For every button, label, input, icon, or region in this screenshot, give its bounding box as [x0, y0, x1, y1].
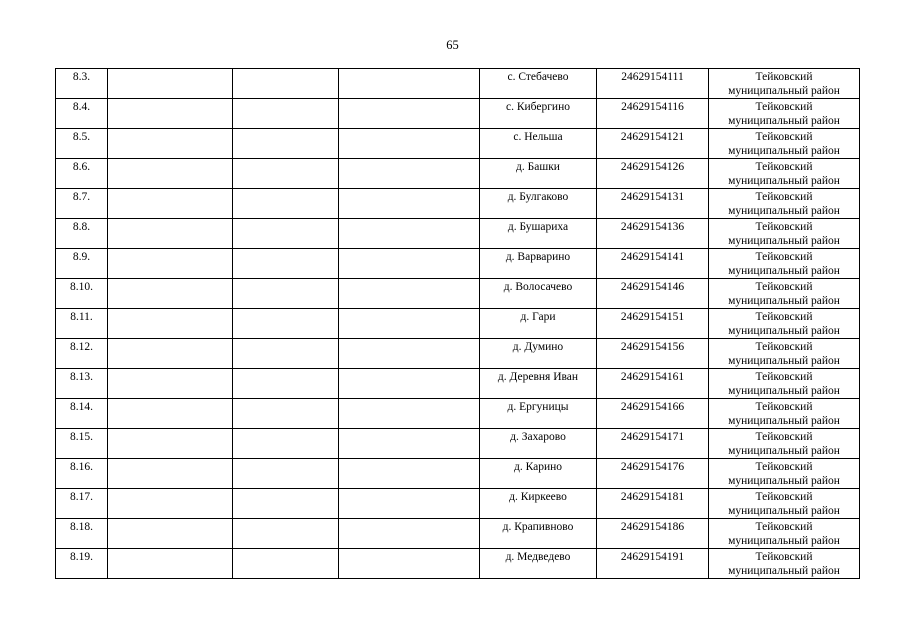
row-number-text: 8.11. [70, 311, 93, 323]
settlement-name-cell [480, 459, 597, 489]
row-number-text: 8.19. [70, 551, 93, 563]
settlement-name-cell [480, 489, 597, 519]
oktmo-code-text: 24629154161 [620, 371, 685, 383]
table-row [56, 429, 860, 459]
empty-cell [233, 189, 339, 219]
district-type-text: муниципальный район [728, 145, 840, 157]
row-number-text: 8.6. [72, 161, 91, 173]
row-number-text: 8.17. [70, 491, 93, 503]
oktmo-code-text: 24629154136 [620, 221, 685, 233]
settlement-name-text: д. Ергуницы [507, 401, 569, 413]
district-cell [709, 189, 860, 219]
district-name-text: Тейковский [755, 131, 813, 143]
district-cell [709, 459, 860, 489]
empty-cell [339, 309, 480, 339]
row-number-text: 8.3. [72, 71, 91, 83]
table-row [56, 519, 860, 549]
row-number-cell [56, 339, 108, 369]
empty-cell [339, 519, 480, 549]
empty-cell [108, 459, 233, 489]
oktmo-code-cell [597, 279, 709, 309]
oktmo-code-text: 24629154186 [620, 521, 685, 533]
table-row [56, 309, 860, 339]
empty-cell [339, 129, 480, 159]
empty-cell [233, 399, 339, 429]
settlement-name-cell [480, 219, 597, 249]
row-number-cell [56, 249, 108, 279]
settlement-name-text: д. Булгаково [507, 191, 569, 203]
settlement-name-text: д. Варварино [505, 251, 571, 263]
settlement-name-text: д. Киркеево [509, 491, 567, 503]
empty-cell [339, 549, 480, 579]
row-number-cell [56, 309, 108, 339]
row-number-cell [56, 399, 108, 429]
row-number-cell [56, 189, 108, 219]
district-type-text: муниципальный район [728, 445, 840, 457]
district-type-text: муниципальный район [728, 505, 840, 517]
empty-cell [108, 99, 233, 129]
empty-cell [233, 129, 339, 159]
empty-cell [233, 459, 339, 489]
oktmo-code-cell [597, 429, 709, 459]
district-name-text: Тейковский [755, 311, 813, 323]
row-number-text: 8.7. [72, 191, 91, 203]
district-cell [709, 309, 860, 339]
district-type-text: муниципальный район [728, 415, 840, 427]
settlement-name-cell [480, 339, 597, 369]
district-type-text: муниципальный район [728, 205, 840, 217]
district-cell [709, 339, 860, 369]
empty-cell [233, 219, 339, 249]
table-row [56, 249, 860, 279]
settlement-name-cell [480, 249, 597, 279]
empty-cell [108, 429, 233, 459]
empty-cell [108, 159, 233, 189]
district-type-text: муниципальный район [728, 325, 840, 337]
oktmo-code-cell [597, 219, 709, 249]
empty-cell [108, 549, 233, 579]
settlement-name-text: д. Деревня Иван [497, 371, 579, 383]
oktmo-code-cell [597, 369, 709, 399]
empty-cell [233, 159, 339, 189]
district-cell [709, 369, 860, 399]
oktmo-code-text: 24629154191 [620, 551, 685, 563]
district-name-text: Тейковский [755, 341, 813, 353]
district-type-text: муниципальный район [728, 175, 840, 187]
empty-cell [339, 159, 480, 189]
oktmo-code-cell [597, 549, 709, 579]
oktmo-code-cell [597, 309, 709, 339]
settlement-name-text: д. Гари [520, 311, 556, 323]
empty-cell [339, 339, 480, 369]
row-number-text: 8.4. [72, 101, 91, 113]
settlement-name-text: с. Кибергино [505, 101, 570, 113]
oktmo-code-text: 24629154156 [620, 341, 685, 353]
district-type-text: муниципальный район [728, 385, 840, 397]
settlement-name-cell [480, 99, 597, 129]
settlement-name-text: д. Карино [513, 461, 563, 473]
oktmo-code-text: 24629154176 [620, 461, 685, 473]
row-number-text: 8.14. [70, 401, 93, 413]
row-number-cell [56, 69, 108, 99]
oktmo-code-text: 24629154126 [620, 161, 685, 173]
empty-cell [233, 549, 339, 579]
oktmo-code-text: 24629154141 [620, 251, 685, 263]
district-type-text: муниципальный район [728, 475, 840, 487]
row-number-cell [56, 369, 108, 399]
oktmo-code-cell [597, 489, 709, 519]
settlement-name-cell [480, 129, 597, 159]
oktmo-code-text: 24629154151 [620, 311, 685, 323]
empty-cell [108, 189, 233, 219]
oktmo-code-cell [597, 399, 709, 429]
settlement-name-cell [480, 69, 597, 99]
row-number-cell [56, 159, 108, 189]
empty-cell [339, 399, 480, 429]
oktmo-code-text: 24629154111 [621, 71, 684, 83]
oktmo-code-cell [597, 69, 709, 99]
settlement-name-text: д. Медведево [505, 551, 571, 563]
empty-cell [108, 399, 233, 429]
district-cell [709, 159, 860, 189]
empty-cell [233, 279, 339, 309]
oktmo-code-cell [597, 99, 709, 129]
empty-cell [108, 369, 233, 399]
district-name-text: Тейковский [755, 221, 813, 233]
empty-cell [339, 69, 480, 99]
settlement-name-text: с. Нельша [513, 131, 563, 143]
row-number-cell [56, 519, 108, 549]
oktmo-code-cell [597, 519, 709, 549]
table-row [56, 219, 860, 249]
empty-cell [233, 249, 339, 279]
empty-cell [233, 369, 339, 399]
district-name-text: Тейковский [755, 371, 813, 383]
district-type-text: муниципальный район [728, 265, 840, 277]
district-name-text: Тейковский [755, 191, 813, 203]
settlement-name-text: д. Бушариха [507, 221, 569, 233]
district-cell [709, 69, 860, 99]
settlement-name-text: д. Крапивново [502, 521, 574, 533]
oktmo-code-cell [597, 189, 709, 219]
oktmo-code-cell [597, 339, 709, 369]
district-cell [709, 489, 860, 519]
settlement-name-cell [480, 399, 597, 429]
empty-cell [233, 429, 339, 459]
oktmo-code-text: 24629154181 [620, 491, 685, 503]
district-cell [709, 549, 860, 579]
settlements-table [55, 68, 860, 579]
row-number-cell [56, 99, 108, 129]
row-number-text: 8.5. [72, 131, 91, 143]
empty-cell [339, 459, 480, 489]
empty-cell [108, 339, 233, 369]
district-name-text: Тейковский [755, 551, 813, 563]
district-name-text: Тейковский [755, 71, 813, 83]
empty-cell [339, 189, 480, 219]
district-type-text: муниципальный район [728, 115, 840, 127]
row-number-cell [56, 129, 108, 159]
empty-cell [108, 69, 233, 99]
district-name-text: Тейковский [755, 461, 813, 473]
oktmo-code-text: 24629154121 [620, 131, 685, 143]
settlement-name-text: с. Стебачево [507, 71, 569, 83]
empty-cell [233, 309, 339, 339]
settlement-name-cell [480, 519, 597, 549]
district-name-text: Тейковский [755, 431, 813, 443]
oktmo-code-text: 24629154166 [620, 401, 685, 413]
settlement-name-cell [480, 189, 597, 219]
table-row [56, 69, 860, 99]
district-type-text: муниципальный район [728, 355, 840, 367]
district-cell [709, 399, 860, 429]
oktmo-code-text: 24629154131 [620, 191, 685, 203]
empty-cell [108, 309, 233, 339]
row-number-cell [56, 429, 108, 459]
row-number-cell [56, 459, 108, 489]
empty-cell [339, 249, 480, 279]
settlement-name-text: д. Волосачево [503, 281, 573, 293]
district-type-text: муниципальный район [728, 565, 840, 577]
row-number-cell [56, 279, 108, 309]
empty-cell [339, 369, 480, 399]
oktmo-code-cell [597, 249, 709, 279]
empty-cell [233, 99, 339, 129]
district-cell [709, 249, 860, 279]
settlement-name-cell [480, 369, 597, 399]
settlement-name-cell [480, 429, 597, 459]
district-name-text: Тейковский [755, 401, 813, 413]
empty-cell [339, 429, 480, 459]
empty-cell [108, 129, 233, 159]
table-row [56, 99, 860, 129]
table-row [56, 369, 860, 399]
table-row [56, 549, 860, 579]
district-cell [709, 429, 860, 459]
row-number-cell [56, 489, 108, 519]
table-row [56, 129, 860, 159]
empty-cell [233, 69, 339, 99]
oktmo-code-cell [597, 459, 709, 489]
settlement-name-cell [480, 309, 597, 339]
empty-cell [233, 519, 339, 549]
row-number-text: 8.10. [70, 281, 93, 293]
row-number-cell [56, 549, 108, 579]
oktmo-code-text: 24629154116 [621, 101, 684, 113]
oktmo-code-cell [597, 129, 709, 159]
empty-cell [339, 489, 480, 519]
row-number-cell [56, 219, 108, 249]
empty-cell [233, 489, 339, 519]
empty-cell [339, 219, 480, 249]
district-cell [709, 99, 860, 129]
settlement-name-text: д. Захарово [510, 431, 566, 443]
district-cell [709, 519, 860, 549]
district-name-text: Тейковский [755, 281, 813, 293]
table-row [56, 189, 860, 219]
oktmo-code-text: 24629154146 [620, 281, 685, 293]
settlement-name-text: д. Башки [516, 161, 560, 173]
district-type-text: муниципальный район [728, 295, 840, 307]
settlement-name-cell [480, 159, 597, 189]
district-name-text: Тейковский [755, 491, 813, 503]
district-name-text: Тейковский [755, 521, 813, 533]
row-number-text: 8.16. [70, 461, 93, 473]
page-number: 65 [446, 38, 459, 52]
empty-cell [108, 249, 233, 279]
district-name-text: Тейковский [755, 251, 813, 263]
row-number-text: 8.8. [72, 221, 91, 233]
row-number-text: 8.13. [70, 371, 93, 383]
table-row [56, 159, 860, 189]
empty-cell [108, 279, 233, 309]
table-row [56, 489, 860, 519]
table-body [56, 69, 860, 579]
empty-cell [233, 339, 339, 369]
district-type-text: муниципальный район [728, 235, 840, 247]
district-name-text: Тейковский [755, 101, 813, 113]
district-type-text: муниципальный район [728, 85, 840, 97]
district-type-text: муниципальный район [728, 535, 840, 547]
table-row [56, 399, 860, 429]
district-cell [709, 279, 860, 309]
oktmo-code-cell [597, 159, 709, 189]
row-number-text: 8.15. [70, 431, 93, 443]
settlement-name-cell [480, 549, 597, 579]
empty-cell [108, 489, 233, 519]
settlement-name-text: д. Думино [512, 341, 564, 353]
oktmo-code-text: 24629154171 [620, 431, 685, 443]
district-name-text: Тейковский [755, 161, 813, 173]
table-row [56, 279, 860, 309]
district-cell [709, 129, 860, 159]
district-cell [709, 219, 860, 249]
settlement-name-cell [480, 279, 597, 309]
row-number-text: 8.9. [72, 251, 91, 263]
table-row [56, 339, 860, 369]
table-row [56, 459, 860, 489]
row-number-text: 8.12. [70, 341, 93, 353]
empty-cell [339, 279, 480, 309]
empty-cell [108, 219, 233, 249]
empty-cell [339, 99, 480, 129]
row-number-text: 8.18. [70, 521, 93, 533]
empty-cell [108, 519, 233, 549]
